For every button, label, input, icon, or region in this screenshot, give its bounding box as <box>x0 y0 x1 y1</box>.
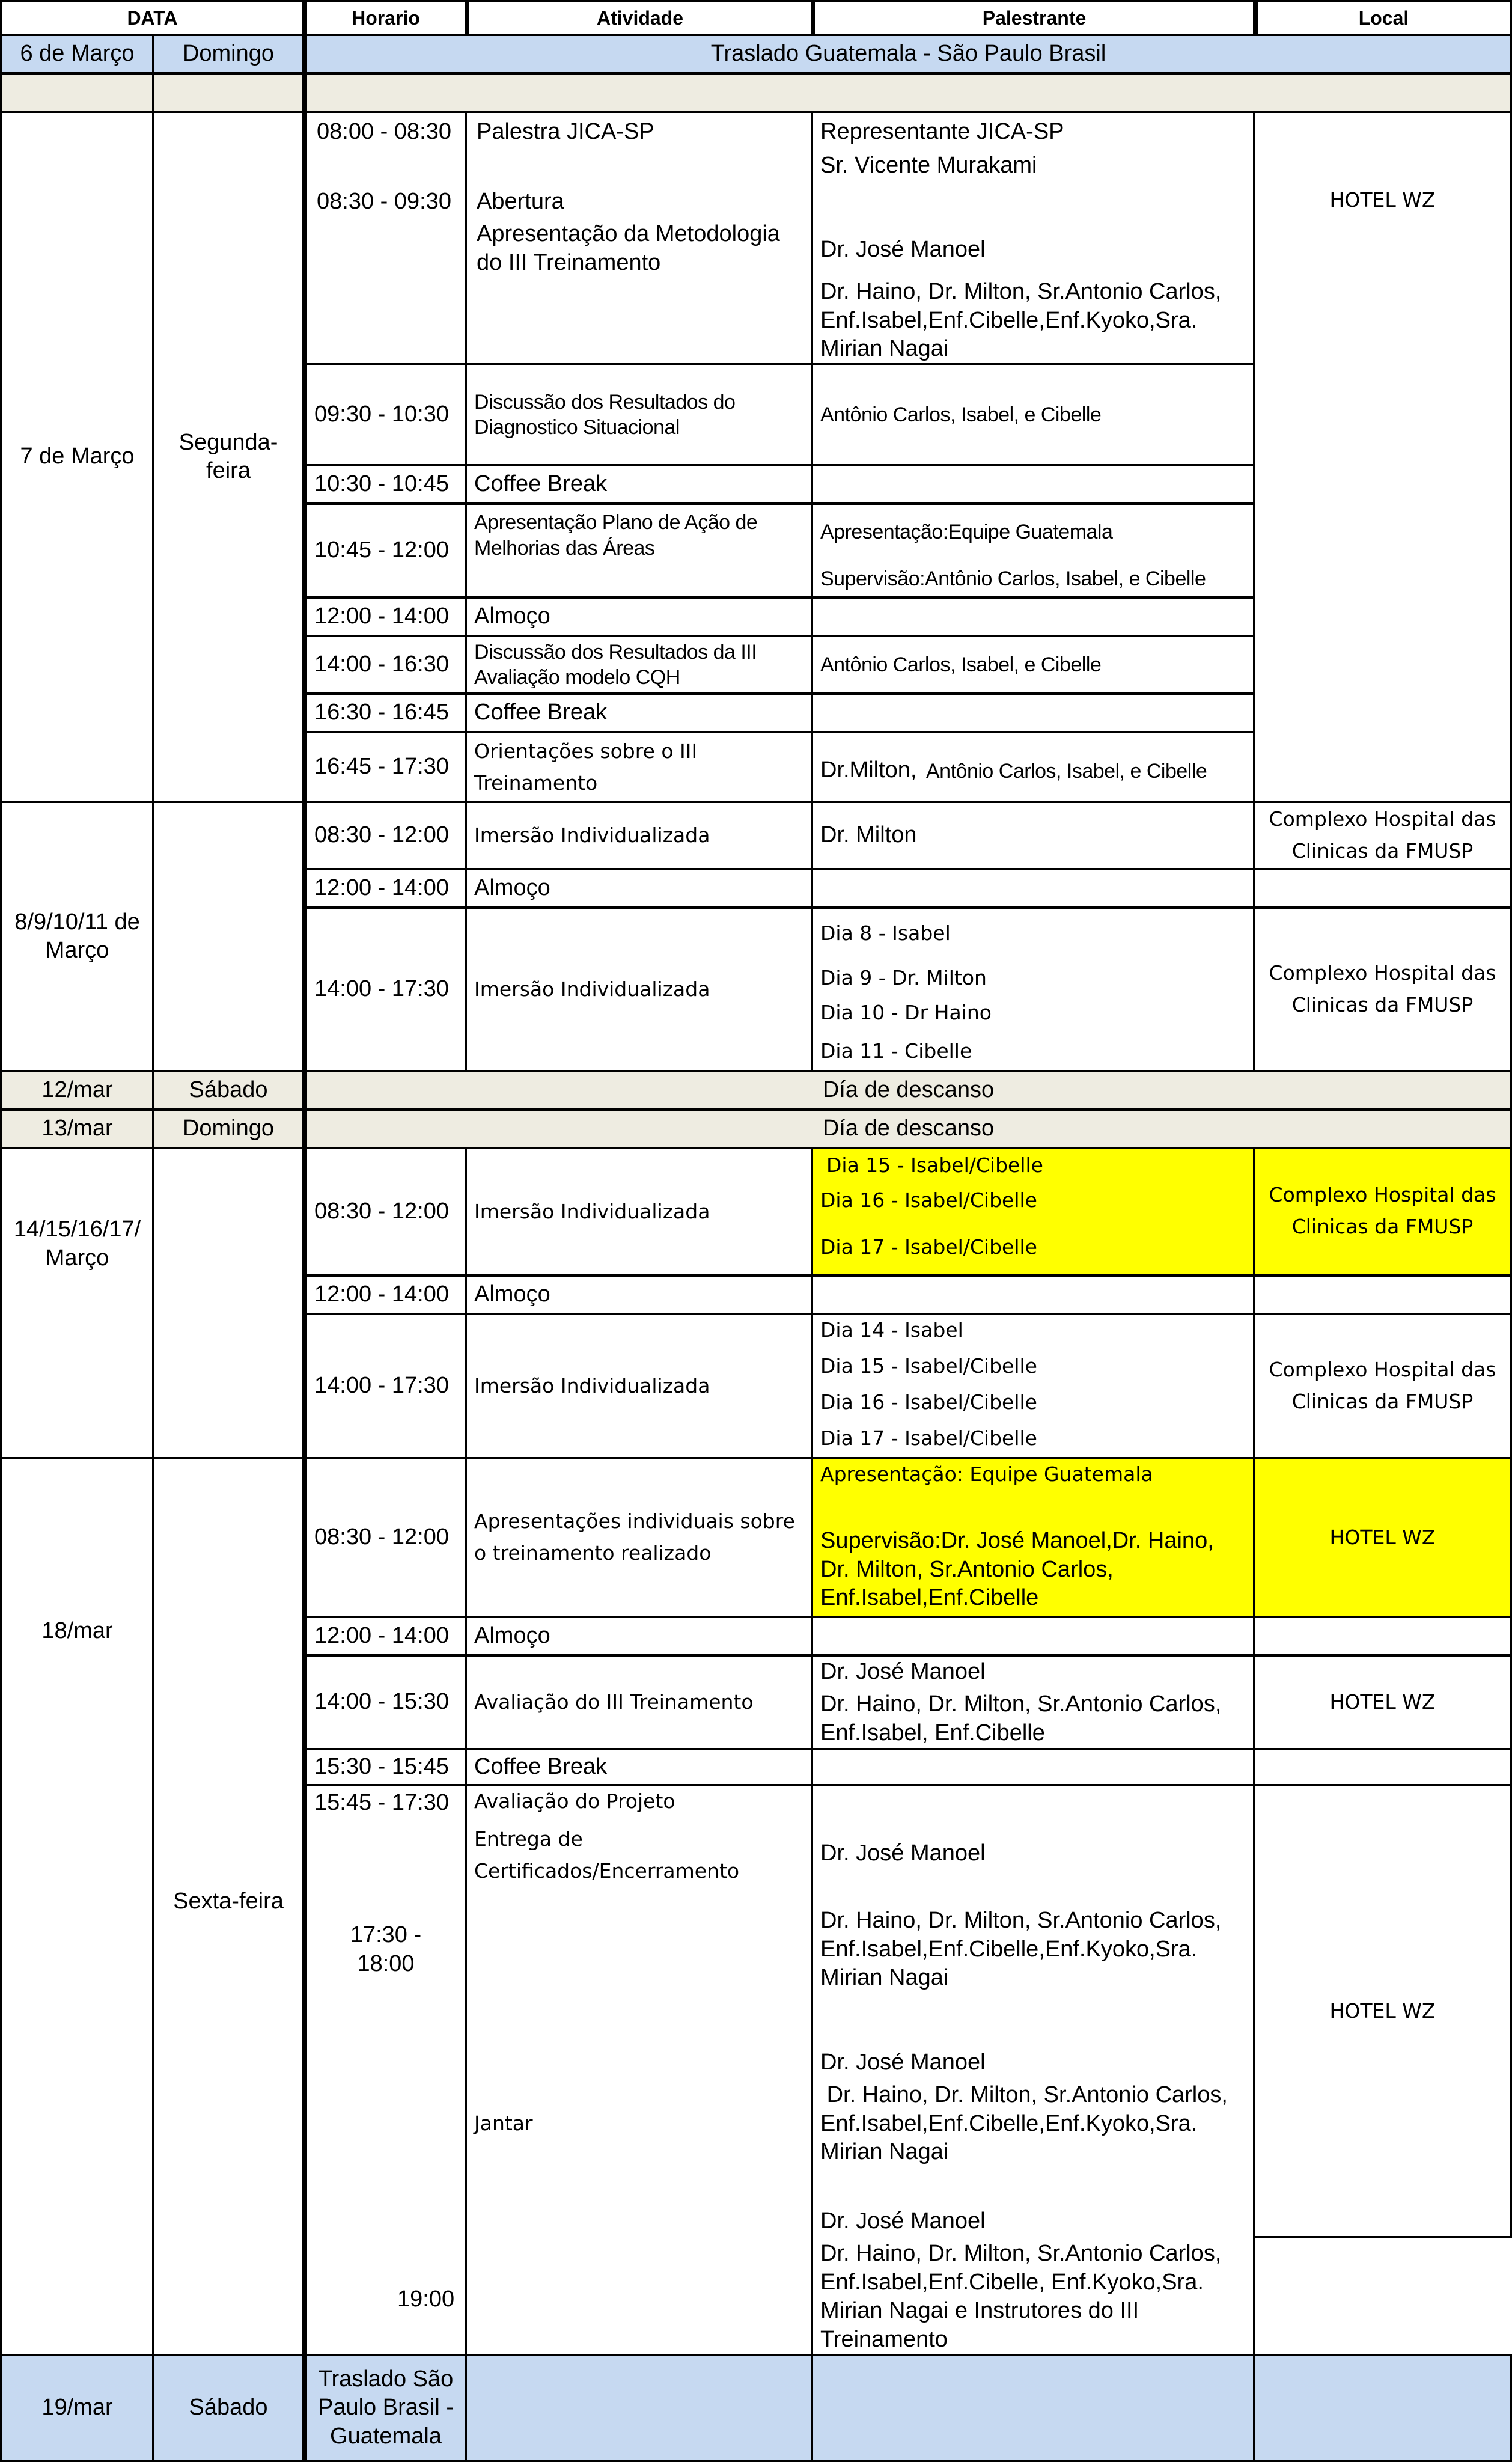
activity-cell: Almoço <box>465 1274 813 1315</box>
speaker-text: Dia 9 - Dr. Milton <box>820 966 987 989</box>
speaker-text: Dia 10 - Dr Haino <box>820 1001 992 1024</box>
date-cell: 14/15/16/17/ Março <box>0 1147 154 1459</box>
speaker-text: Dr. Haino, Dr. Milton, Sr.Antonio Carlos, Enf.Isabel,Enf.Cibelle,Enf.Kyoko,Sra. Mirian Nagai <box>820 2082 1234 2164</box>
header-palestrante: Palestrante <box>813 0 1255 36</box>
activity-cell: Imersão Individualizada <box>465 906 813 1072</box>
time-text: 17:30 - 18:00 <box>350 1922 422 1976</box>
speaker-text: Dr. Haino, Dr. Milton, Sr.Antonio Carlos, Enf.Isabel,Enf.Cibelle,Enf.Kyoko,Sra. Mirian Nagai <box>820 279 1222 361</box>
date-cell: 13/mar <box>0 1108 154 1149</box>
spacer-cell <box>305 72 1512 113</box>
local-cell: HOTEL WZ <box>1253 111 1512 803</box>
weekday-cell: Sábado <box>152 2354 305 2462</box>
weekday-cell <box>152 801 305 1072</box>
time-text: 08:00 - 08:30 <box>317 119 451 144</box>
local-cell <box>1253 1616 1512 1657</box>
speaker-text: Dia 17 - Isabel/Cibelle <box>820 1426 1037 1450</box>
date-cell: 6 de Março <box>0 34 154 75</box>
speaker-text: Dia 17 - Isabel/Cibelle <box>820 1235 1037 1259</box>
time-text: 08:30 - 09:30 <box>317 189 451 214</box>
activity-cell <box>465 111 813 365</box>
spacer-cell <box>465 2354 813 2462</box>
weekday-cell <box>152 1147 305 1459</box>
speaker-cell <box>811 1274 1255 1315</box>
speaker-cell: Dr. Milton <box>811 801 1255 870</box>
time-cell: 12:00 - 14:00 <box>305 868 467 909</box>
speaker-text: Antônio Carlos, Isabel, e Cibelle <box>926 760 1207 783</box>
activity-text: Apresentação da Metodologia do III Treinamento <box>477 221 780 275</box>
speaker-cell <box>811 868 1255 909</box>
time-text: 15:45 - 17:30 <box>314 1790 449 1815</box>
activity-cell: Apresentação Plano de Ação de Melhorias das Áreas <box>465 502 813 599</box>
speaker-text: Dia 11 - Cibelle <box>820 1039 972 1063</box>
speaker-text: Dr. José Manoel <box>820 2208 986 2234</box>
activity-cell: Almoço <box>465 596 813 637</box>
spacer-cell <box>1253 2354 1512 2462</box>
activity-cell: Orientações sobre o III Treinamento <box>465 731 813 803</box>
time-cell: 16:45 - 17:30 <box>305 731 467 803</box>
activity-text: Palestra JICA-SP <box>477 119 654 144</box>
activity-cell: Imersão Individualizada <box>465 1147 813 1277</box>
header-local: Local <box>1255 0 1512 36</box>
speaker-cell <box>811 1748 1255 1786</box>
speaker-text: Dia 16 - Isabel/Cibelle <box>820 1390 1037 1414</box>
activity-cell: Traslado São Paulo Brasil - Guatemala <box>305 2354 467 2462</box>
activity-cell: Almoço <box>465 868 813 909</box>
activity-cell: Almoço <box>465 1616 813 1657</box>
activity-cell: Día de descanso <box>305 1108 1512 1149</box>
speaker-text: Dr. Haino, Dr. Milton, Sr.Antonio Carlos, Enf.Isabel,Enf.Cibelle,Enf.Kyoko,Sra. Mirian Nagai <box>820 1908 1222 1990</box>
speaker-cell <box>811 1457 1255 1618</box>
spacer-cell <box>811 2354 1255 2462</box>
speaker-text: Dr. José Manoel <box>820 237 986 262</box>
speaker-cell: Antônio Carlos, Isabel, e Cibelle <box>811 363 1255 466</box>
time-cell: 14:00 - 17:30 <box>305 906 467 1072</box>
time-cell: 15:30 - 15:45 <box>305 1748 467 1786</box>
time-cell: 14:00 - 17:30 <box>305 1313 467 1459</box>
weekday-cell: Domingo <box>152 34 305 75</box>
local-cell: Complexo Hospital das Clinicas da FMUSP <box>1253 1147 1512 1277</box>
activity-text: Jantar <box>474 2112 533 2135</box>
speaker-cell <box>811 1784 1255 2356</box>
speaker-cell <box>811 731 1255 803</box>
activity-text: Abertura <box>477 189 564 214</box>
speaker-text: Dia 14 - Isabel <box>820 1318 963 1342</box>
speaker-text: Representante JICA-SP <box>820 119 1064 144</box>
speaker-text: Dr. José Manoel <box>820 2050 986 2075</box>
activity-cell <box>465 1784 813 2356</box>
weekday-cell: Sábado <box>152 1070 305 1111</box>
header-data: DATA <box>0 0 305 36</box>
activity-cell: Coffee Break <box>465 1748 813 1786</box>
local-cell <box>1253 1748 1512 1786</box>
activity-cell: Coffee Break <box>465 464 813 505</box>
speaker-cell <box>811 1654 1255 1750</box>
activity-cell: Traslado Guatemala - São Paulo Brasil <box>305 34 1512 75</box>
speaker-cell <box>811 1313 1255 1459</box>
activity-cell: Discussão dos Resultados da III Avaliação modelo CQH <box>465 635 813 695</box>
speaker-cell <box>811 692 1255 733</box>
date-cell: 12/mar <box>0 1070 154 1111</box>
speaker-cell <box>811 596 1255 637</box>
time-cell: 16:30 - 16:45 <box>305 692 467 733</box>
speaker-text: Dia 15 - Isabel/Cibelle <box>826 1153 1043 1177</box>
local-cell: Complexo Hospital das Clinicas da FMUSP <box>1253 906 1512 1072</box>
speaker-text: Dr. Haino, Dr. Milton, Sr.Antonio Carlos, Enf.Isabel, Enf.Cibelle <box>820 1691 1222 1746</box>
time-cell: 14:00 - 15:30 <box>305 1654 467 1750</box>
time-cell: 10:30 - 10:45 <box>305 464 467 505</box>
activity-cell: Apresentações individuais sobre o treinamento realizado <box>465 1457 813 1618</box>
speaker-text: Dia 8 - Isabel <box>820 921 951 945</box>
time-cell: 09:30 - 10:30 <box>305 363 467 466</box>
weekday-cell: Sexta-feira <box>152 1457 305 2356</box>
speaker-text: Dia 16 - Isabel/Cibelle <box>820 1188 1037 1212</box>
activity-cell: Imersão Individualizada <box>465 1313 813 1459</box>
time-cell: 08:30 - 12:00 <box>305 1147 467 1277</box>
activity-text: Entrega de Certificados/Encerramento <box>474 1827 740 1883</box>
speaker-text: Dr. José Manoel <box>820 1659 986 1684</box>
speaker-text: Sr. Vicente Murakami <box>820 153 1037 178</box>
local-cell <box>1253 868 1512 909</box>
time-cell: 10:45 - 12:00 <box>305 502 467 599</box>
time-cell: 12:00 - 14:00 <box>305 1616 467 1657</box>
time-cell <box>305 1784 467 2356</box>
local-cell <box>1253 1274 1512 1315</box>
speaker-cell <box>811 502 1255 599</box>
speaker-text: Dr.Milton, <box>820 757 917 783</box>
weekday-cell: Segunda- feira <box>152 111 305 803</box>
speaker-cell <box>811 906 1255 1072</box>
time-cell: 08:30 - 12:00 <box>305 1457 467 1618</box>
speaker-text: Dr. Haino, Dr. Milton, Sr.Antonio Carlos, Enf.Isabel,Enf.Cibelle, Enf.Kyoko,Sra. Mirian Nagai e Instrutores do III Treinamento <box>820 2241 1222 2352</box>
time-cell: 14:00 - 16:30 <box>305 635 467 695</box>
time-cell <box>305 111 467 365</box>
time-cell: 12:00 - 14:00 <box>305 1274 467 1315</box>
activity-cell: Coffee Break <box>465 692 813 733</box>
speaker-text: Dr. José Manoel <box>820 1840 986 1866</box>
time-cell: 08:30 - 12:00 <box>305 801 467 870</box>
activity-cell: Avaliação do III Treinamento <box>465 1654 813 1750</box>
weekday-cell: Domingo <box>152 1108 305 1149</box>
date-cell: 19/mar <box>0 2354 154 2462</box>
date-cell: 7 de Março <box>0 111 154 803</box>
local-cell: HOTEL WZ <box>1253 1784 1512 2238</box>
time-text: 19:00 <box>397 2286 455 2312</box>
speaker-text: Apresentação:Equipe Guatemala <box>820 521 1113 543</box>
speaker-cell: Antônio Carlos, Isabel, e Cibelle <box>811 635 1255 695</box>
header-horario: Horario <box>305 0 467 36</box>
local-cell: Complexo Hospital das Clinicas da FMUSP <box>1253 801 1512 870</box>
activity-text: Avaliação do Projeto <box>474 1789 675 1813</box>
speaker-text: Supervisão:Dr. José Manoel,Dr. Haino, Dr. Milton, Sr.Antonio Carlos, Enf.Isabel,Enf.Cibelle <box>820 1528 1214 1610</box>
local-cell: HOTEL WZ <box>1253 1457 1512 1618</box>
local-cell: Complexo Hospital das Clinicas da FMUSP <box>1253 1313 1512 1459</box>
speaker-text: Supervisão:Antônio Carlos, Isabel, e Cibelle <box>820 567 1206 590</box>
activity-cell: Imersão Individualizada <box>465 801 813 870</box>
speaker-cell <box>811 464 1255 505</box>
speaker-cell <box>811 1147 1255 1277</box>
header-atividade: Atividade <box>467 0 813 36</box>
speaker-text: Dia 15 - Isabel/Cibelle <box>820 1354 1037 1378</box>
date-cell: 8/9/10/11 de Março <box>0 801 154 1072</box>
activity-cell: Día de descanso <box>305 1070 1512 1111</box>
activity-cell: Discussão dos Resultados do Diagnostico Situacional <box>465 363 813 466</box>
speaker-cell <box>811 111 1255 365</box>
local-cell: HOTEL WZ <box>1253 1654 1512 1750</box>
speaker-text: Apresentação: Equipe Guatemala <box>820 1462 1153 1486</box>
speaker-cell <box>811 1616 1255 1657</box>
time-cell: 12:00 - 14:00 <box>305 596 467 637</box>
spacer-cell <box>0 72 154 113</box>
date-cell: 18/mar <box>0 1457 154 2356</box>
spacer-cell <box>152 72 305 113</box>
